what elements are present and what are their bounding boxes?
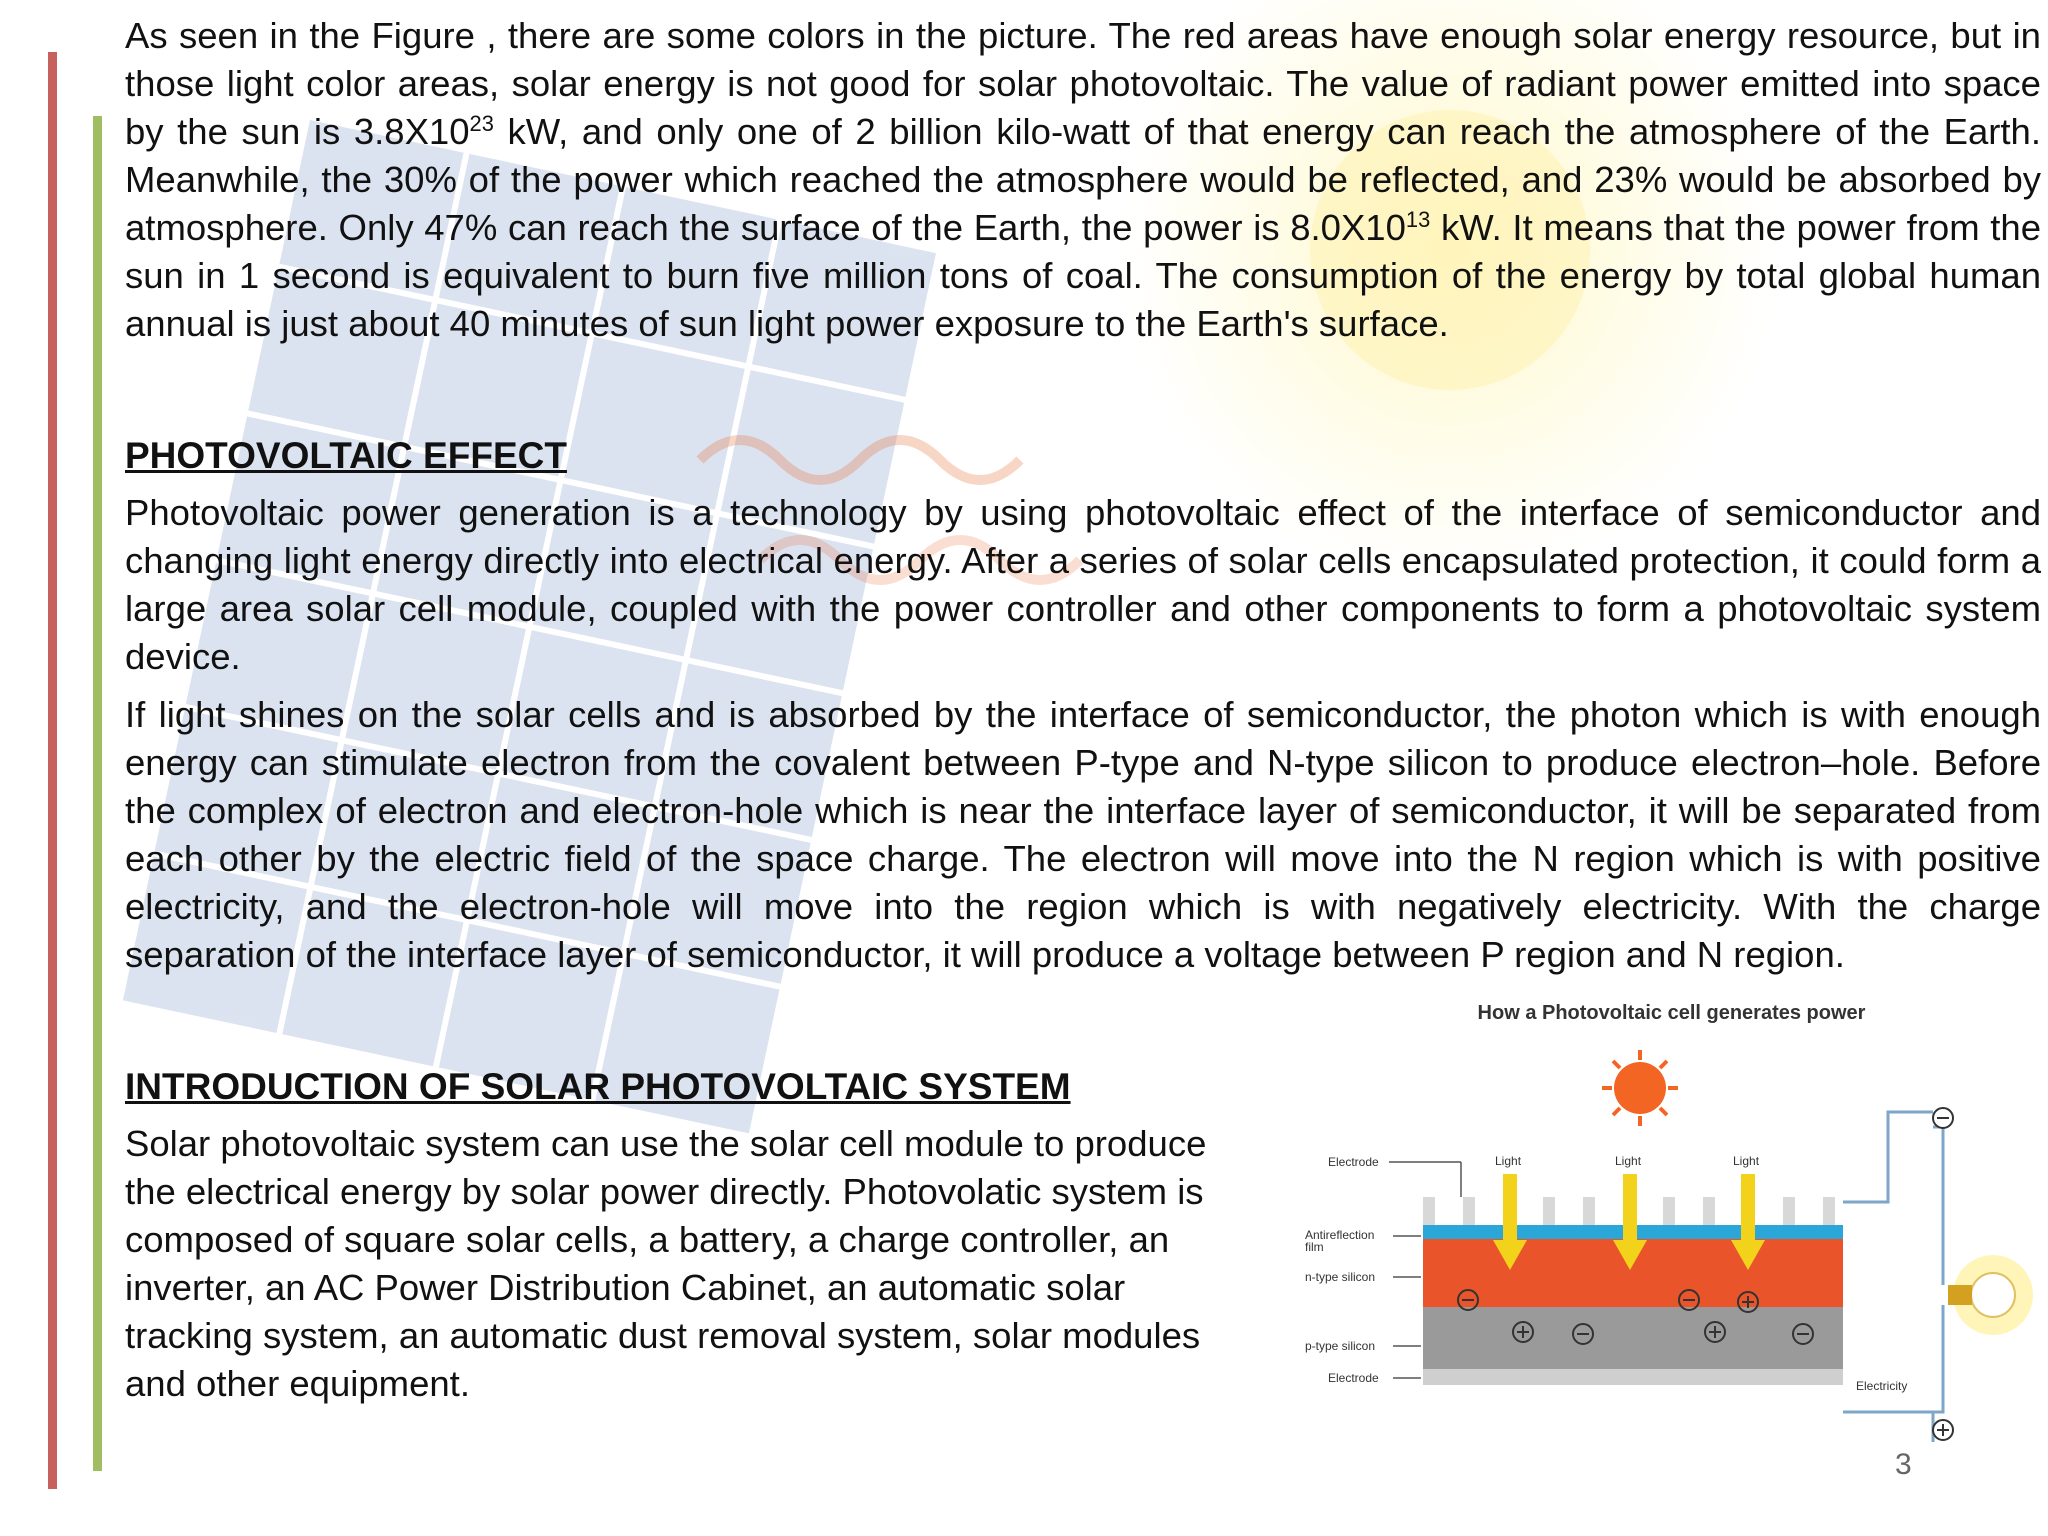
solar-system-paragraph: Solar photovoltaic system can use the solar cell module to produce the electrical energy by solar power directly. Photovolatic system is composed of square solar cells, a battery, a charge controller, an inverter, an AC Power Distribution Cabinet, an automatic solar tracking system, an automatic dust removal system, solar modules and other equipment. bbox=[125, 1123, 1207, 1404]
left-accent-bar-green bbox=[93, 116, 102, 1471]
page-number: 3 bbox=[1895, 1448, 1912, 1481]
label-antireflection: Antireflection film bbox=[1305, 1228, 1375, 1254]
bottom-electrode bbox=[1423, 1369, 1843, 1385]
left-accent-bar-red bbox=[48, 52, 57, 1489]
label-p-type: p-type silicon bbox=[1305, 1339, 1376, 1353]
pv-cell-diagram bbox=[1303, 1002, 2040, 1447]
sun-icon bbox=[1602, 1050, 1678, 1126]
label-electricity: Electricity bbox=[1856, 1379, 1908, 1393]
terminal-negative bbox=[1933, 1108, 1953, 1128]
label-light-3: Light bbox=[1733, 1154, 1760, 1168]
light-bulb-icon bbox=[1948, 1255, 2033, 1335]
label-light-2: Light bbox=[1615, 1154, 1642, 1168]
intro-paragraph: As seen in the Figure , there are some colors in the picture. The red areas have enough solar energy resource, but in those light color areas, solar energy is not good for solar photovoltaic. The value of radiant power emitted into space by the sun is $3.8X10^{23}$ kW, and only one of 2 billion kilo-watt of that energy can reach the atmosphere of the Earth. Meanwhile, the 30% of the power which reached the atmosphere would be reflected, and 23% would be absorbed by atmosphere. Only 47% can reach the surface of the Earth, the power is $8.0X10^{13}$ kW. It means that the power from the sun in 1 second is equivalent to burn five million tons of coal. The consumption of the energy by total global human annual is just about 40 minutes of sun light power exposure to the Earth's surface. bbox=[125, 15, 2041, 344]
photovoltaic-paragraph-1: Photovoltaic power generation is a technology by using photovoltaic effect of the interface of semiconductor and changing light energy directly into electrical energy. After a series of solar cells encapsulated protection, it could form a large area solar cell module, coupled with the power controller and other components to form a photovoltaic system device. bbox=[125, 492, 2041, 677]
photovoltaic-paragraph-2: If light shines on the solar cells and is absorbed by the interface of semiconductor, the photon which is with enough energy can stimulate electron from the covalent between P-type and N-type silicon to produce electron–hole. Before the complex of electron and electron-hole which is near the interface layer of semiconductor, it will be separated from each other by the electric field of the space charge. The electron will move into the N region which is with positive electricity, and the electron-hole will move into the region which is with negatively electricity. With the charge separation of the interface layer of semiconductor, it will produce a voltage between P region and N region. bbox=[125, 694, 2041, 975]
label-electrode-bottom: Electrode bbox=[1328, 1371, 1379, 1385]
heading-intro-solar-system: INTRODUCTION OF SOLAR PHOTOVOLTAIC SYSTEM bbox=[125, 1066, 1071, 1107]
label-n-type: n-type silicon bbox=[1305, 1270, 1376, 1284]
figure-title: How a Photovoltaic cell generates power bbox=[1477, 1002, 1866, 1024]
label-electrode-top: Electrode bbox=[1328, 1155, 1379, 1169]
heading-photovoltaic-effect: PHOTOVOLTAIC EFFECT bbox=[125, 435, 567, 476]
label-light-1: Light bbox=[1495, 1154, 1522, 1168]
terminal-positive bbox=[1933, 1420, 1953, 1440]
p-type-layer bbox=[1423, 1307, 1843, 1369]
